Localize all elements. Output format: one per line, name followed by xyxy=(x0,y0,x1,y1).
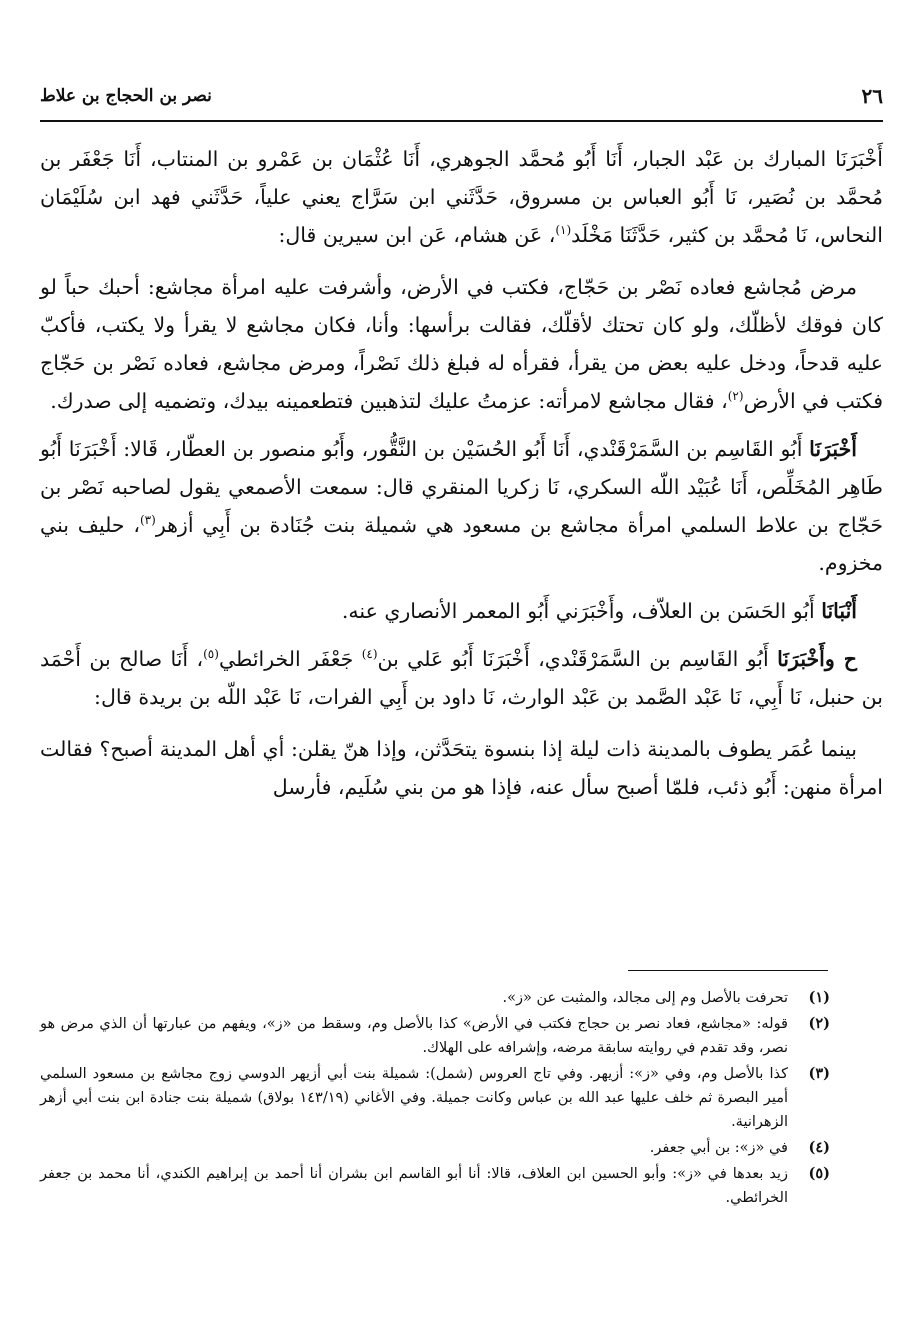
footnote-text: تحرفت بالأصل وم إلى مجالد، والمثبت عن «ز». xyxy=(502,990,788,1006)
running-title: نصر بن الحجاج بن علاط xyxy=(40,86,212,106)
footnote-text: زيد بعدها في «ز»: وأبو الحسين ابن العلاف، قالا: أنا أبو القاسم ابن بشران أنا أحمد بن إبراهيم الكندي، أنا محمد بن جعفر الخرائطي. xyxy=(40,1166,788,1206)
footnote-ref-2: (٢) xyxy=(727,389,744,404)
paragraph-isnad-4: ح وأَخْبَرَنَا أَبُو القَاسِم بن السَّمَرْقَنْدي، أَخْبَرَنَا أَبُو عَلي بن$^{(٤)}$ جَعْفَر الخرائطي$^{(٥)}$، أَنَا صالح بن أَحْمَد بن حنبل، نَا أَبِي، نَا عَبْد الصَّمد بن عَبْد الوارث، نَا داود بن أَبِي الفرات، نَا عَبْد اللّه بن بريدة قال: xyxy=(40,647,883,709)
footnote-ref-5: (٥) xyxy=(203,647,219,662)
page-number: ٢٦ xyxy=(861,84,883,108)
paragraph-narrative-1: مرض مُجاشع فعاده نَصْر بن حَجّاج، فكتب في الأرض، وأشرفت عليه امرأة مجاشع: أحبك حباً لو كان فوقك لأظلّك، ولو كان تحتك لأقلّك، فقالت برأسها: وأنا، فكان مجاشع لا يقرأ ولا يكتب، فأكبّ عليه قدحاً، ودخل عليه بعض من يقرأ، فقرأه له فبلغ ذلك نَصْراً، ومرض مجاشع، فعاده نَصْر بن حَجّاج فكتب في الأرض$^{(٢)}$، فقال مجاشع لامرأته: عزمتُ عليك لتذهبين فتطعمينه بيدك، وتضميه إلى صدرك. xyxy=(40,275,883,413)
paragraph-isnad-2: أَخْبَرَنَا أَبُو القَاسِم بن السَّمَرْقَنْدي، أَنَا أَبُو الحُسَيْن بن النَّقُّور، وأَبُو منصور بن العطّار، قَالا: أَخْبَرَنَا أَبُو طَاهِر المُخَلِّص، أَنَا عُبَيْد اللّه السكري، نَا زكريا المنقري قال: سمعت الأصمعي يقول لصاحبه نَصْر بن حَجّاج بن علاط السلمي امرأة مجاشع بن مسعود هي شميلة بنت جُنَادة بن أَبِي أزهر$^{(٣)}$، حليف بني مخزوم. xyxy=(40,437,884,575)
footnote-text: في «ز»: بن أبي جعفر. xyxy=(649,1140,788,1156)
footnote-number: (١) xyxy=(808,989,830,1006)
footnote-divider xyxy=(628,970,828,971)
page-header xyxy=(40,82,883,122)
footnote-3 xyxy=(40,1062,830,1134)
footnote-number: (٥) xyxy=(808,1165,830,1182)
footnote-text: كذا بالأصل وم، وفي «ز»: أزيهر. وفي تاج العروس (شمل): شميلة بنت أبي أزيهر الدوسي زوج مجاشع بن مسعود السلمي أمير البصرة ثم خلف عليها عبد الله بن عباس وكانت جميلة. وفي الأغاني (١٤٣/١٩ بولاق) شميلة بنت جنادة ابن بنت أبي أزهر الزهرانية. xyxy=(40,1066,788,1130)
main-text xyxy=(40,140,883,816)
keyword-anbana: أَنْبَانَا xyxy=(821,599,857,623)
footnote-number: (٢) xyxy=(808,1015,830,1032)
footnote-4 xyxy=(40,1136,830,1160)
paragraph-isnad-3: أَنْبَانَا أَبُو الحَسَن بن العلاّف، وأَخْبَرَني أَبُو المعمر الأنصاري عنه. xyxy=(341,599,857,623)
footnote-ref-3: (٣) xyxy=(139,513,156,528)
footnote-ref-1: (١) xyxy=(555,223,572,238)
footnote-number: (٤) xyxy=(808,1139,830,1156)
footnote-1 xyxy=(40,986,830,1010)
footnote-5 xyxy=(40,1162,830,1210)
footnote-ref-4: (٤) xyxy=(361,647,378,662)
paragraph-isnad-1: أَخْبَرَنَا المبارك بن عَبْد الجبار، أَنَا أَبُو مُحمَّد الجوهري، أَنَا عُثْمَان بن عَمْرو بن المنتاب، أَنَا جَعْفَر بن مُحمَّد بن نُصَير، نَا أَبُو العباس بن مسروق، حَدَّثَني ابن سَرَّاج يعني علياً، حَدَّثَني فهد ابن سُلَيْمَان النحاس، نَا مُحمَّد بن كثير، حَدَّثَنَا مَخْلَد$^{(١)}$، عَن هشام، عَن ابن سيرين قال: xyxy=(40,147,883,247)
footnotes xyxy=(40,986,830,1212)
footnote-2 xyxy=(40,1012,830,1060)
keyword-wa-akhbarana: ح وأَخْبَرَنَا xyxy=(777,647,857,671)
paragraph-narrative-2: بينما عُمَر يطوف بالمدينة ذات ليلة إذا بنسوة يتحَدَّثن، وإذا هنّ يقلن: أي أهل المدينة أصبح؟ فقالت امرأة منهن: أَبُو ذئب، فلمّا أصبح سأل عنه، فإذا هو من بني سُلَيم، فأرسل xyxy=(40,737,883,799)
footnote-number: (٣) xyxy=(808,1065,830,1082)
footnote-text: قوله: «مجاشع، فعاد نصر بن حجاج فكتب في الأرض» كذا بالأصل وم، وسقط من «ز»، ويفهم من عبارتها أن الذي مرض هو نصر، وقد تقدم في روايته سابقة مرضه، وإشرافه على الهلاك. xyxy=(40,1016,788,1056)
keyword-akhbarana: أَخْبَرَنَا xyxy=(809,437,857,461)
